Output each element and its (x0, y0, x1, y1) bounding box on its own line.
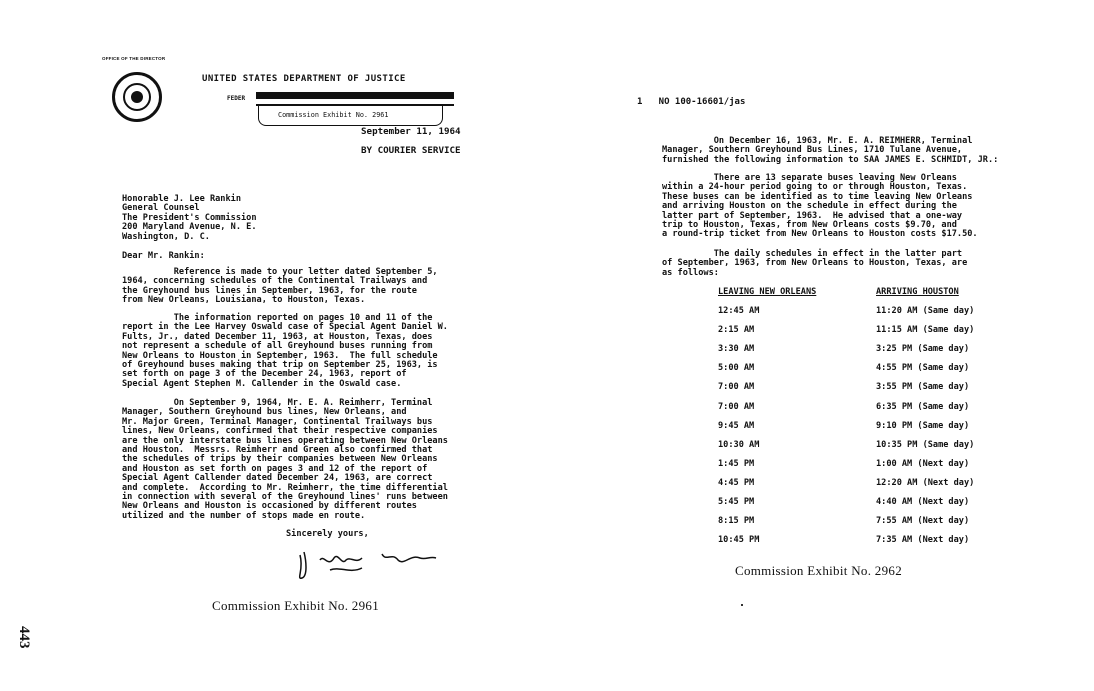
speck (741, 604, 743, 606)
schedule-leave-time: 7:00 AM (718, 382, 755, 393)
schedule-header-arriving: ARRIVING HOUSTON (876, 287, 959, 297)
closing: Sincerely yours, (286, 529, 369, 539)
letter-paragraph-1: Reference is made to your letter dated September 5, 1964, concerning schedules of the Continental Trailways and the Greyhound bus lines in September, 1963, for the route from New Orleans, Louisiana, to Houston, Texas. (122, 267, 438, 306)
schedule-arrive-time: 7:35 AM (Next day) (876, 535, 970, 546)
schedule-arrive-time: 4:55 PM (Same day) (876, 363, 970, 374)
schedule-leave-time: 3:30 AM (718, 344, 755, 355)
delivery-method: BY COURIER SERVICE (361, 145, 461, 156)
file-number: 1 NO 100-16601/jas (637, 97, 746, 107)
schedule-arrive-time: 6:35 PM (Same day) (876, 401, 970, 412)
schedule-leave-time: 8:15 PM (718, 516, 755, 527)
report-paragraph-3: The daily schedules in effect in the latter part of September, 1963, from New Orleans to Houston, Texas, are as follows: (662, 249, 968, 278)
schedule-arrive-time: 4:40 AM (Next day) (876, 497, 970, 507)
schedule-leave-time: 12:45 AM (718, 306, 760, 316)
salutation: Dear Mr. Rankin: (122, 251, 205, 261)
schedule-arrive-time: 1:00 AM (Next day) (876, 458, 970, 469)
schedule-leave-time: 5:45 PM (718, 497, 755, 507)
schedule-leave-time: 10:30 AM (718, 439, 760, 450)
exhibit-caption-2962: Commission Exhibit No. 2962 (735, 563, 903, 578)
letter-paragraph-3: On September 9, 1964, Mr. E. A. Reimherr, Terminal Manager, Southern Greyhound bus lines, New Orleans, and Mr. Major Green, Terminal Manager, Continental Trailways bus lines, New Orleans, confirmed that their respective companies are the only interstate bus lines operating between New Orleans and Houston. Messrs. Reimherr and Green also confirmed that the schedules of trips by their companies between New Orleans and Houston as set forth on pages 3 and 12 of the report of Special Agent Callender dated December 24, 1963, are correct and complete. According to Mr. Reimherr, the time differential in connection with several of the Greyhound lines' runs between New Orleans and Houston is occasioned by different routes utilized and the number of stops made en route. (122, 398, 448, 521)
fbi-seal-icon (112, 72, 162, 122)
schedule-arrive-time: 11:15 AM (Same day) (876, 325, 975, 336)
department-heading: UNITED STATES DEPARTMENT OF JUSTICE (202, 74, 406, 84)
schedule-leave-time: 9:45 AM (718, 420, 755, 431)
letter-paragraph-2: The information reported on pages 10 and 11 of the report in the Lee Harvey Oswald case of Special Agent Daniel W. Fults, Jr., dated December 11, 1963, at Houston, Texas, does not represent a schedule of all Greyhound buses running from New Orleans to Houston in September, 1963. The full schedule of Greyhound buses making that trip on September 25, 1963, is set forth on page 3 of the December 24, 1963, report of Special Agent Stephen M. Callender in the Oswald case. (122, 313, 448, 389)
federal-prefix: FEDER (227, 95, 246, 102)
schedule-leave-time: 1:45 PM (718, 458, 755, 469)
report-paragraph-2: There are 13 separate buses leaving New Orleans within a 24-hour period going to or through Houston, Texas. These buses can be identified as to time leaving New Orleans and arriving Houston on the schedule in effect during the latter part of September, 1963. He advised that a one-way trip to Houston, Texas, from New Orleans costs $9.70, and a round-trip ticket from New Orleans to Houston costs $17.50. (662, 173, 978, 240)
schedule-arrive-time: 7:55 AM (Next day) (876, 516, 970, 527)
schedule-leave-time: 5:00 AM (718, 363, 755, 374)
exhibit-caption-2961: Commission Exhibit No. 2961 (212, 598, 380, 613)
schedule-leave-time: 4:45 PM (718, 477, 755, 488)
schedule-arrive-time: 10:35 PM (Same day) (876, 439, 975, 450)
page-number: 443 (16, 626, 32, 649)
signature-image (290, 540, 440, 585)
schedule-leave-time: 2:15 AM (718, 325, 755, 336)
schedule-arrive-time: 3:55 PM (Same day) (876, 382, 970, 393)
schedule-arrive-time: 11:20 AM (Same day) (876, 306, 975, 316)
recipient-address: Honorable J. Lee Rankin General Counsel The President's Commission 200 Maryland Avenue, N. E. Washington, D. C. (122, 194, 257, 242)
exhibit-stamp-text: Commission Exhibit No. 2961 (278, 111, 389, 119)
stamp-bar (256, 92, 454, 99)
schedule-header-leaving: LEAVING NEW ORLEANS (718, 287, 817, 297)
schedule-arrive-time: 12:20 AM (Next day) (876, 477, 975, 488)
office-label: OFFICE OF THE DIRECTOR (102, 56, 166, 61)
schedule-arrive-time: 9:10 PM (Same day) (876, 420, 970, 431)
letter-date: September 11, 1964 (361, 126, 461, 137)
report-paragraph-1: On December 16, 1963, Mr. E. A. REIMHERR, Terminal Manager, Southern Greyhound Bus Lines, 1710 Tulane Avenue, furnished the following information to SAA JAMES E. SCHMIDT, JR.: (662, 136, 999, 165)
schedule-leave-time: 10:45 PM (718, 535, 760, 546)
schedule-leave-time: 7:00 AM (718, 401, 755, 412)
schedule-arrive-time: 3:25 PM (Same day) (876, 344, 970, 355)
